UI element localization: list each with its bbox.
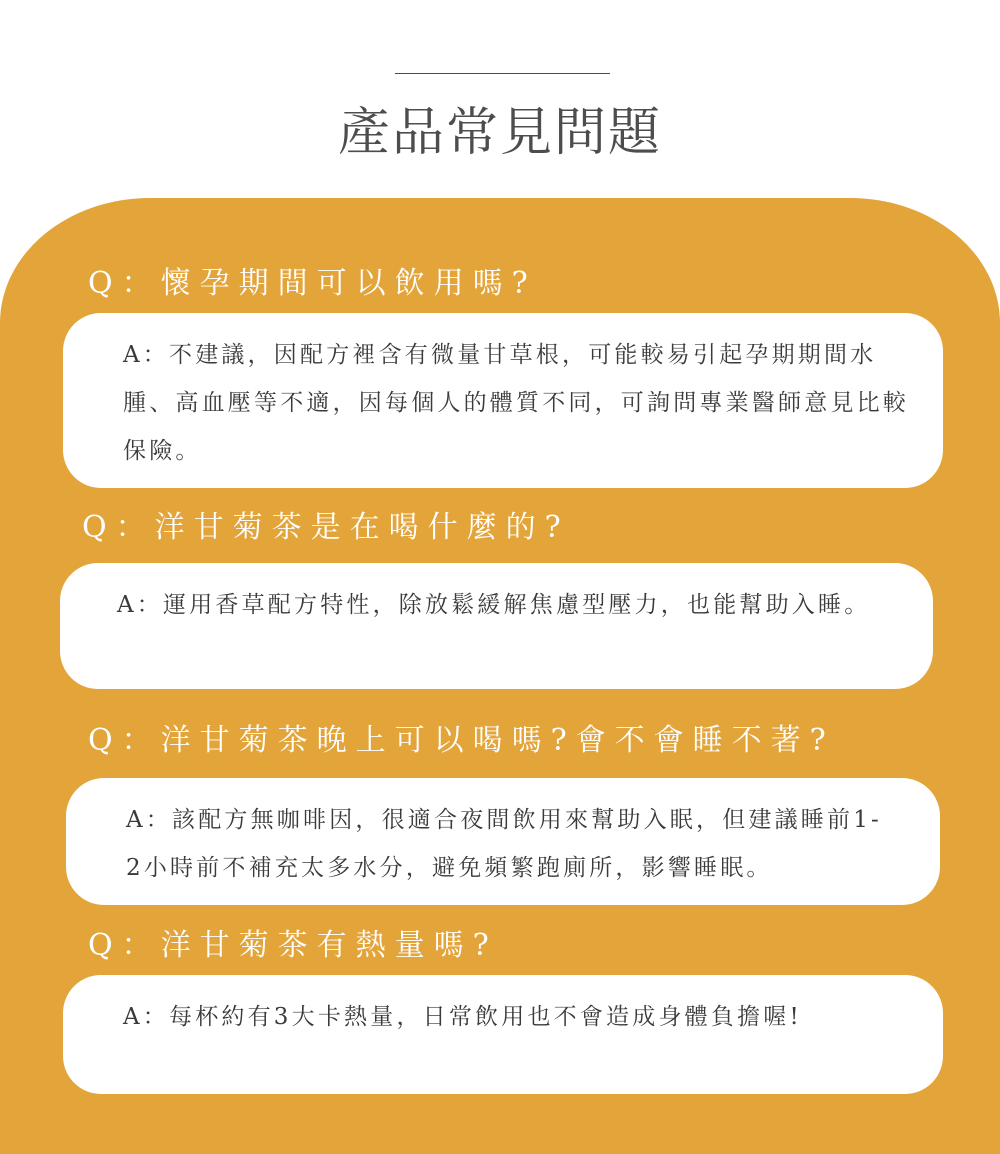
faq-question-1: Q：懷孕期間可以飲用嗎? (88, 266, 537, 301)
faq-answer-2: A：運用香草配方特性，除放鬆緩解焦慮型壓力，也能幫助入睡。 (117, 592, 871, 618)
faq-answer-card-2 (60, 563, 933, 689)
faq-answer-card-4 (63, 975, 943, 1094)
faq-answer-1: A：不建議，因配方裡含有微量甘草根，可能較易引起孕期期間水腫、高血壓等不適，因每個人的體質不同，可詢問專業醫師意見比較保險。 (123, 342, 909, 464)
faq-question-2: Q：洋甘菊茶是在喝什麼的? (82, 510, 570, 545)
faq-question-3: Q：洋甘菊茶晚上可以喝嗎?會不會睡不著? (88, 723, 835, 758)
faq-answer-3: A：該配方無咖啡因，很適合夜間飲用來幫助入眠，但建議睡前1-2小時前不補充太多水分，避免頻繁跑廁所，影響睡眠。 (126, 807, 883, 881)
faq-answer-card-1 (63, 313, 943, 488)
title-divider (395, 73, 610, 74)
faq-answer-card-3 (66, 778, 940, 905)
faq-question-4: Q：洋甘菊茶有熱量嗎? (88, 928, 498, 963)
page-title: 產品常見問題 (337, 103, 662, 163)
faq-answer-4: A：每杯約有3大卡熱量，日常飲用也不會造成身體負擔喔! (123, 1004, 802, 1030)
